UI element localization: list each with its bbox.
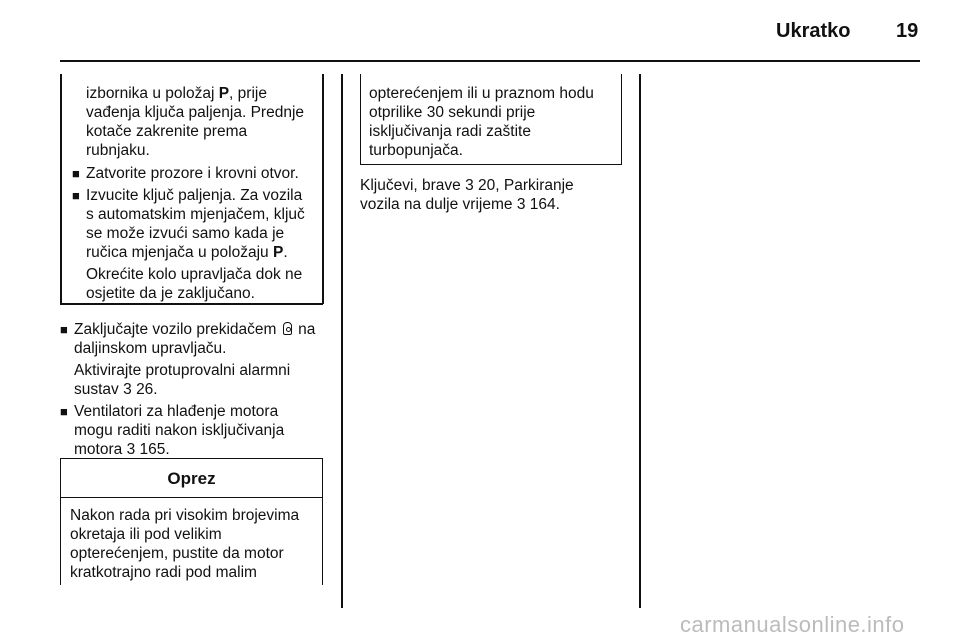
page-ref-link[interactable]: 165. xyxy=(139,441,170,458)
watermark: carmanualsonline.info xyxy=(680,612,905,637)
list-item-line: ručica mjenjača u položaju P. xyxy=(86,244,288,261)
box-paragraph-line: kotače zakrenite prema xyxy=(86,123,248,140)
column-divider xyxy=(639,74,641,608)
caution-line: isključivanja radi zaštite xyxy=(369,123,531,140)
list-item-line: se može izvući samo kada je xyxy=(86,225,285,242)
caution-line: otprilike 30 sekundi prije xyxy=(369,104,536,121)
caution-line: turbopunjača. xyxy=(369,142,463,159)
bullet-marker: ■ xyxy=(60,322,68,337)
box-paragraph-line: rubnjaku. xyxy=(86,142,150,159)
page-ref-link[interactable]: 26. xyxy=(136,381,158,398)
caution-line: opterećenjem ili u praznom hodu xyxy=(369,85,594,102)
cross-reference-line: Ključevi, brave 3 20, Parkiranje xyxy=(360,177,574,194)
box-paragraph-line: vađenja ključa paljenja. Prednje xyxy=(86,104,305,121)
caution-heading: Oprez xyxy=(61,459,322,498)
page-ref-arrow-icon: 3 xyxy=(123,381,132,398)
list-item-line: mogu raditi nakon isključivanja xyxy=(74,422,285,439)
caution-line: Nakon rada pri visokim brojevima xyxy=(70,507,300,524)
caution-line: okretaja ili pod velikim xyxy=(70,526,222,543)
header-rule xyxy=(60,60,920,62)
list-item: Zaključajte vozilo prekidačem na xyxy=(74,321,316,338)
column-divider xyxy=(341,74,343,608)
box-right-border xyxy=(322,74,324,304)
page-ref-link[interactable]: 164. xyxy=(529,196,560,213)
list-item: Ventilatori za hlađenje motora xyxy=(74,403,279,420)
note-line: osjetite da je zaključano. xyxy=(86,285,255,302)
page-title: Ukratko xyxy=(776,20,851,42)
list-item-line: motora 3 165. xyxy=(74,441,170,458)
page-ref-arrow-icon: 3 xyxy=(126,441,136,458)
caution-body xyxy=(61,498,322,582)
caution-line: kratkotrajno radi pod malim xyxy=(70,564,257,581)
note-line: Aktivirajte protuprovalni alarmni xyxy=(74,362,291,379)
list-item-line: s automatskim mjenjačem, ključ xyxy=(86,206,305,223)
page-ref-link[interactable]: 20, Parkiranje xyxy=(478,177,574,194)
caution-box xyxy=(60,458,323,585)
note-line: Okrećite kolo upravljača dok ne xyxy=(86,266,303,283)
page-number: 19 xyxy=(896,20,919,42)
box-paragraph-line: izbornika u položaj P, prije xyxy=(86,85,267,102)
list-item: Izvucite ključ paljenja. Za vozila xyxy=(86,187,303,204)
page-ref-arrow-icon: 3 xyxy=(465,177,474,194)
bullet-marker: ■ xyxy=(60,404,68,419)
box-left-border xyxy=(60,74,62,304)
cross-reference-line: vozila na dulje vrijeme 3 164. xyxy=(360,196,560,213)
page-ref-arrow-icon: 3 xyxy=(516,196,526,213)
bullet-marker: ■ xyxy=(72,188,80,203)
lock-key-icon xyxy=(283,322,292,335)
caution-line: opterećenjem, pustite da motor xyxy=(70,545,284,562)
list-item: Zatvorite prozore i krovni otvor. xyxy=(86,165,299,182)
list-item-line: daljinskom upravljaču. xyxy=(74,340,227,357)
note-line: sustav 3 26. xyxy=(74,381,158,398)
bullet-marker: ■ xyxy=(72,166,80,181)
